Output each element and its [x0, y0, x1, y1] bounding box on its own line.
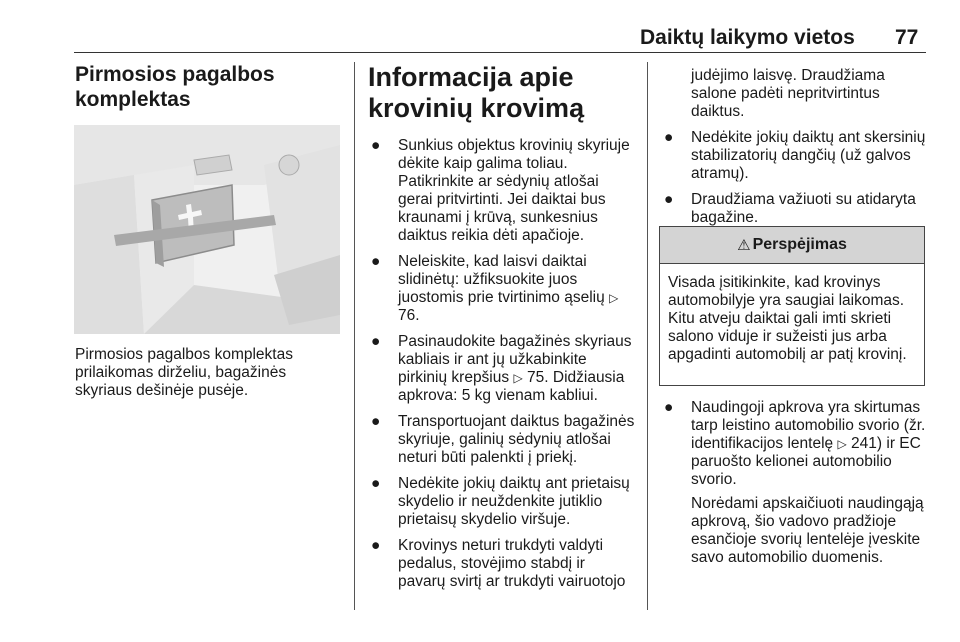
page-number: 77 — [895, 26, 919, 49]
header-divider — [74, 52, 926, 53]
warning-triangle-icon: ⚠ — [737, 237, 751, 254]
list-item: ● Krovinys neturi trukdyti valdyti pedalus, stovėjimo stabdį ir pavarų svirtį ar trukdyti vairuotojo — [371, 537, 626, 590]
page-reference: 76. — [398, 307, 420, 324]
bullet-icon: ● — [664, 191, 674, 208]
payload-calculation-note: Norėdami apskaičiuoti naudingąją apkrovą, šio vadovo pradžioje esančioje svorių lentelėje įveskite savo automobilio duomenis. — [691, 495, 924, 566]
arrow-reference-icon: ▷ — [837, 437, 847, 451]
column-divider-left — [354, 62, 355, 610]
bullet-icon: ● — [371, 253, 381, 270]
list-item: ● Transportuojant daiktus bagažinės skyriuje, galinių sėdynių atlošai neturi būti palenkti į priekį. — [371, 413, 635, 466]
list-item: ● Sunkius objektus krovinių skyriuje dėkite kaip galima toliau. Patikrinkite ar sėdynių atlošai gerai pritvirtinti. Jei daiktai bus kraunami į krūvą, sunkesnius daiktus reikia dėti apačioje. — [371, 137, 630, 244]
page-reference: 241) — [851, 435, 883, 452]
list-item: ● Naudingoji apkrova yra skirtumas tarp leistino automobilio svorio (žr. identifikacijos lentelę ▷ 241) ir EC paruošto kelionei automobilio svorio. Norėdami apskaičiuoti naudingąją apkrovą, šio vadovo pradžioje esančioje svorių lentelėje įveskite savo automobilio duomenis. — [664, 399, 926, 566]
cargo-advice-list — [368, 137, 636, 599]
section-heading-cargo: Informacija apie krovinių krovimą — [368, 62, 585, 123]
column-divider-right — [647, 62, 648, 610]
bullet-icon: ● — [664, 399, 674, 416]
warning-text: Visada įsitikinkite, kad krovinys automobilyje yra saugiai laikomas. Kitu atveju daiktai gali imti skrieti salono viduje ir sužeisti jus arba apgadinti automobilį ar patį krovinį. — [668, 274, 907, 363]
list-item: ● Pasinaudokite bagažinės skyriaus kabliais ir ant jų užkabinkite pirkinių krepšius ▷ 75. Didžiausia apkrova: 5 kg vienam kabliui. — [371, 333, 632, 404]
warning-box — [659, 226, 925, 386]
list-item: ● Nedėkite jokių daiktų ant prietaisų skydelio ir neuždenkite jutiklio prietaisų skydelio viršuje. — [371, 475, 630, 528]
list-item: ● Neleiskite, kad laisvi daiktai slidinėtų: užfiksuokite juos juostomis prie tvirtinimo ąselių ▷ 76. — [371, 253, 619, 324]
payload-list — [661, 399, 927, 575]
list-item-continuation: judėjimo laisvę. Draudžiama salone padėti nepritvirtintus daiktus. — [691, 67, 885, 120]
bullet-icon: ● — [371, 413, 381, 430]
running-header-title: Daiktų laikymo vietos — [640, 26, 855, 49]
list-item: ● Nedėkite jokių daiktų ant skersinių stabilizatorių dangčių (už galvos atramų). — [664, 129, 926, 182]
page-reference: 75. — [527, 369, 549, 386]
arrow-reference-icon: ▷ — [609, 291, 619, 305]
warning-header — [660, 227, 924, 264]
arrow-reference-icon: ▷ — [513, 371, 523, 385]
bullet-icon: ● — [664, 129, 674, 146]
bullet-icon: ● — [371, 333, 381, 350]
cargo-advice-list-continued — [661, 67, 927, 235]
first-aid-kit-illustration — [74, 125, 340, 334]
figure-caption: Pirmosios pagalbos komplektas prilaikomas dirželiu, bagažinės skyriaus dešinėje pusėje. — [75, 346, 293, 399]
bullet-icon: ● — [371, 537, 381, 554]
list-item: ● Draudžiama važiuoti su atidaryta bagažine. — [664, 191, 916, 226]
section-heading-first-aid: Pirmosios pagalbos komplektas — [75, 63, 275, 111]
bullet-icon: ● — [371, 475, 381, 492]
warning-title: Perspėjimas — [752, 236, 847, 253]
bullet-icon: ● — [371, 137, 381, 154]
